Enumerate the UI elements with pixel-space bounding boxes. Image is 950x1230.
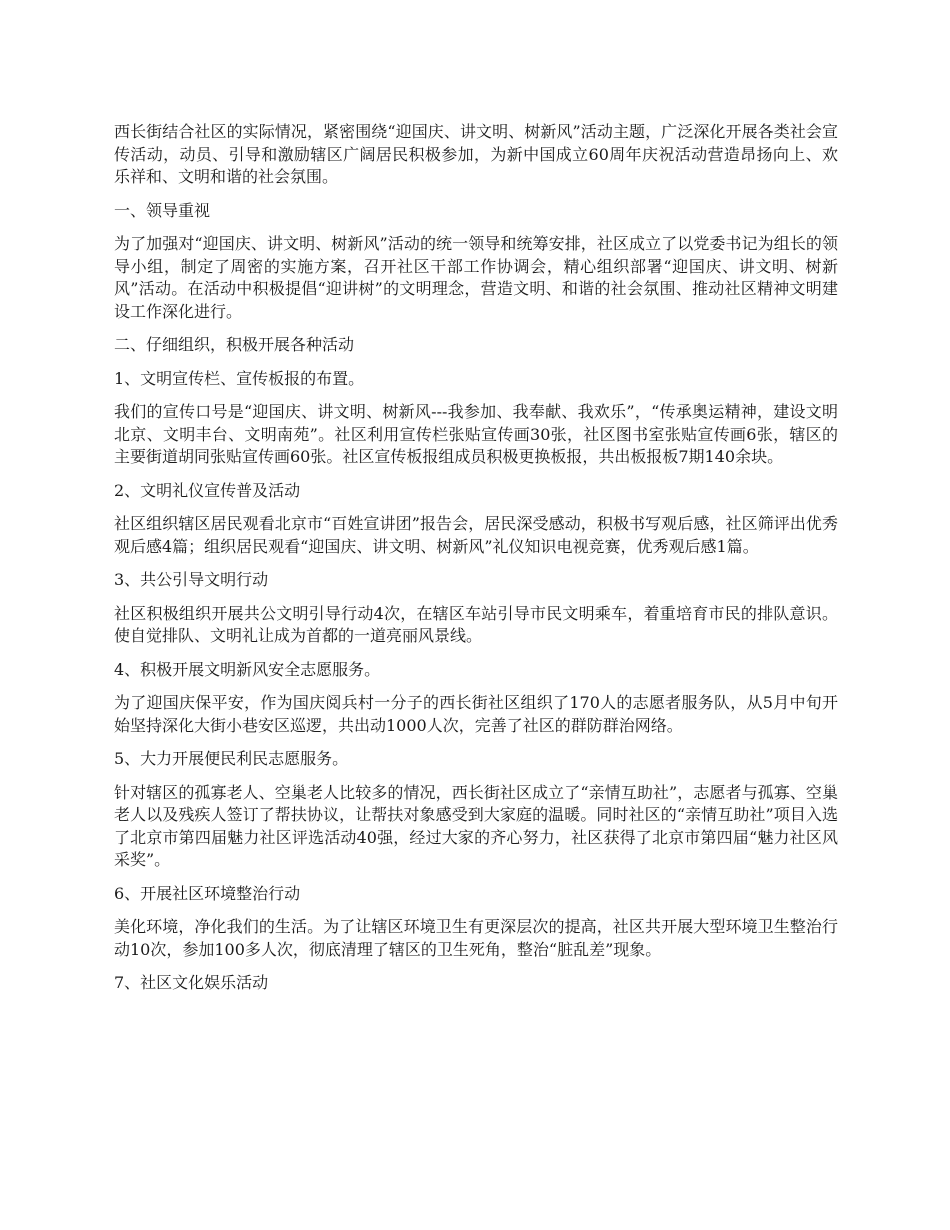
subheading-6: 6、开展社区环境整治行动 <box>114 883 301 903</box>
subheading-2: 2、文明礼仪宣传普及活动 <box>114 480 301 500</box>
section-heading-activities: 二、仔细组织，积极开展各种活动 <box>114 335 355 354</box>
section-heading-leadership: 一、领导重视 <box>114 200 211 220</box>
subheading-5: 5、大力开展便民利民志愿服务。 <box>114 749 349 768</box>
subheading-3: 3、共公引导文明行动 <box>114 570 269 589</box>
subheading-4: 4、积极开展文明新风安全志愿服务。 <box>114 659 381 679</box>
paragraph-6: 美化环境，净化我们的生活。为了让辖区环境卫生有更深层次的提高，社区共开展大型环境卫生整治行动10次，参加100多人次，彻底清理了辖区的卫生死角，整治“脏乱差”现象。 <box>114 917 838 959</box>
paragraph-5: 针对辖区的孤寡老人、空巢老人比较多的情况，西长街社区成立了“亲情互助社”，志愿者与孤寡、空巢老人以及残疾人签订了帮扶协议，让帮扶对象感受到大家庭的温暖。同时社区的“亲情互助社”项目入选了北京市第四届魅力社区评选活动40强，经过大家的齐心努力，社区获得了北京市第四届“魅力社区风采奖”。 <box>114 782 838 869</box>
paragraph-4: 为了迎国庆保平安，作为国庆阅兵村一分子的西长街社区组织了170人的志愿者服务队，从5月中旬开始坚持深化大街小巷安区巡逻，共出动1000人次，完善了社区的群防群治网络。 <box>114 693 838 735</box>
paragraph-2: 社区组织辖区居民观看北京市“百姓宣讲团”报告会，居民深受感动，积极书写观后感，社区筛评出优秀观后感4篇；组织居民观看“迎国庆、讲文明、树新风”礼仪知识电视竞赛，优秀观后感1篇。 <box>114 514 838 556</box>
subheading-1: 1、文明宣传栏、宣传板报的布置。 <box>114 368 365 388</box>
subheading-7: 7、社区文化娱乐活动 <box>114 973 269 992</box>
paragraph-3: 社区积极组织开展共公文明引导行动4次，在辖区车站引导市民文明乘车，着重培育市民的排队意识。使自觉排队、文明礼让成为首都的一道亮丽风景线。 <box>114 603 838 645</box>
paragraph-1: 我们的宣传口号是“迎国庆、讲文明、树新风---我参加、我奉献、我欢乐”，“传承奥运精神，建设文明北京、文明丰台、文明南苑”。社区利用宣传栏张贴宣传画30张，社区图书室张贴宣传画6张，辖区的主要街道胡同张贴宣传画60张。社区宣传板报组成员积极更换板报，共出板报板7期140余块。 <box>114 402 838 466</box>
intro-paragraph: 西长街结合社区的实际情况，紧密围绕“迎国庆、讲文明、树新风”活动主题，广泛深化开展各类社会宣传活动，动员、引导和激励辖区广阔居民积极参加，为新中国成立60周年庆祝活动营造昂扬向上、欢乐祥和、文明和谐的社会氛围。 <box>114 122 838 186</box>
leadership-paragraph: 为了加强对“迎国庆、讲文明、树新风”活动的统一领导和统筹安排，社区成立了以党委书记为组长的领导小组，制定了周密的实施方案，召开社区干部工作协调会，精心组织部署“迎国庆、讲文明、树新风”活动。在活动中积极提倡“迎讲树”的文明理念，营造文明、和谐的社会氛围、推动社区精神文明建设工作深化进行。 <box>114 234 838 321</box>
document-body <box>114 121 838 1006</box>
